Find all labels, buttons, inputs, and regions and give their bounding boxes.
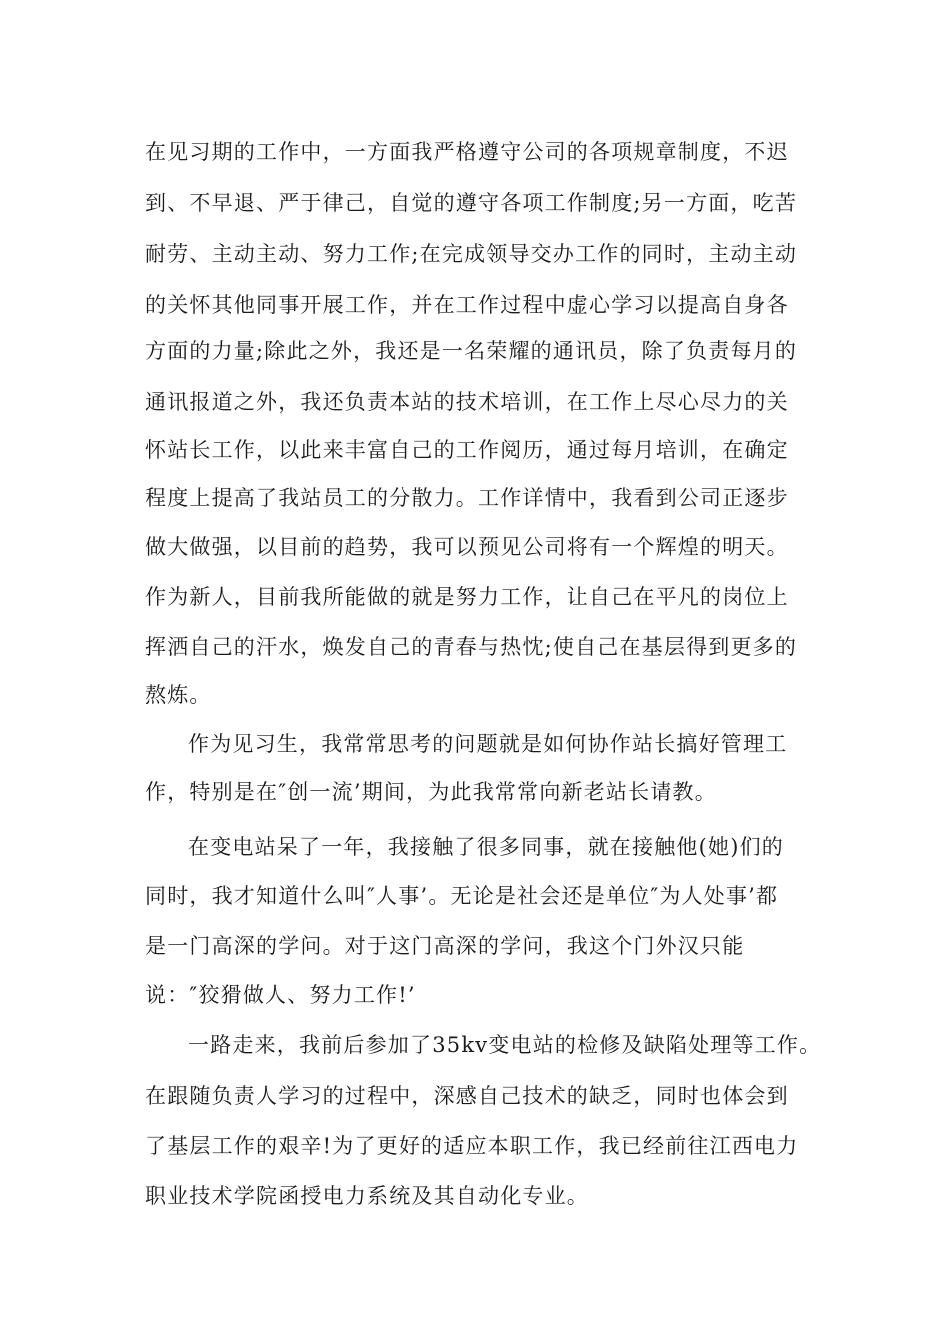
text-line: 做大做强，以目前的趋势，我可以预见公司将有一个辉煌的明天。 <box>145 535 789 559</box>
text-line: 挥洒自己的汗水，焕发自己的青春与热忱;使自己在基层得到更多的 <box>145 635 798 659</box>
paragraph-first-line: 一路走来，我前后参加了35kv变电站的检修及缺陷处理等工作。 <box>188 1033 822 1057</box>
text-line: 作，特别是在″创一流’期间，为此我常常向新老站长请教。 <box>145 780 717 804</box>
text-line: 的关怀其他同事开展工作，并在工作过程中虚心学习以提高自身各 <box>145 293 789 317</box>
text-line: 怀站长工作，以此来丰富自己的工作阅历，通过每月培训，在确定 <box>145 438 789 462</box>
paragraph-first-line: 在变电站呆了一年，我接触了很多同事，就在接触他(她)们的 <box>188 835 784 859</box>
text-line: 作为新人，目前我所能做的就是努力工作，让自己在平凡的岗位上 <box>145 585 789 609</box>
text-line: 到、不早退、严于律己，自觉的遵守各项工作制度;另一方面，吃苦 <box>145 191 798 215</box>
text-line: 在跟随负责人学习的过程中，深感自己技术的缺乏，同时也体会到 <box>145 1084 789 1108</box>
text-line: 通讯报道之外，我还负责本站的技术培训，在工作上尽心尽力的关 <box>145 390 789 414</box>
text-line: 耐劳、主动主动、努力工作;在完成领导交办工作的同时，主动主动 <box>145 242 798 266</box>
text-line: 是一门高深的学问。对于这门高深的学问，我这个门外汉只能 <box>145 934 745 958</box>
text-line: 职业技术学院函授电力系统及其自动化专业。 <box>145 1184 589 1208</box>
text-line: 在见习期的工作中，一方面我严格遵守公司的各项规章制度，不迟 <box>145 140 789 164</box>
text-line: 熬炼。 <box>145 683 212 707</box>
text-line: 说：″狡猾做人、努力工作!’ <box>145 983 416 1007</box>
paragraph-first-line: 作为见习生，我常常思考的问题就是如何协作站长搞好管理工 <box>188 732 788 756</box>
text-line: 了基层工作的艰辛!为了更好的适应本职工作，我已经前往江西电力 <box>145 1134 799 1158</box>
text-line: 程度上提高了我站员工的分散力。工作详情中，我看到公司正逐步 <box>145 486 789 510</box>
text-line: 方面的力量;除此之外，我还是一名荣耀的通讯员，除了负责每月的 <box>145 339 798 363</box>
text-line: 同时，我才知道什么叫″人事’。无论是社会还是单位″为人处事’都 <box>145 884 779 908</box>
